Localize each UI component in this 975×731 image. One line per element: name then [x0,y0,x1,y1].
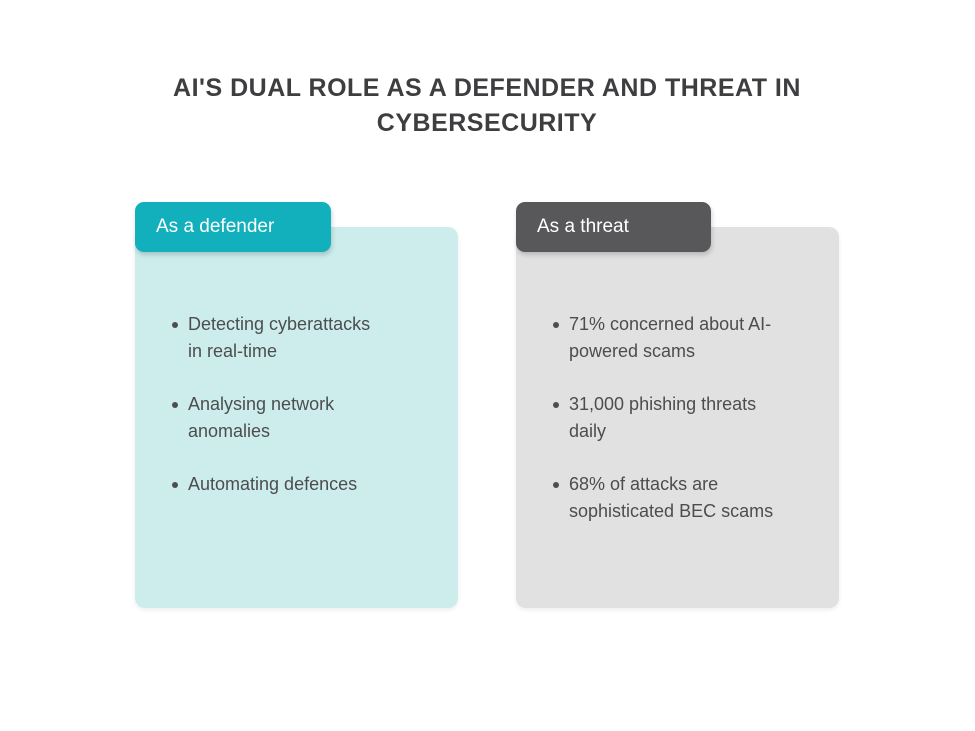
bullet-icon [553,402,559,408]
threat-list [516,227,839,525]
list-item [172,391,440,445]
list-item-text: Automating defences [188,474,358,494]
bullet-icon [172,322,178,328]
defender-card [135,216,458,608]
defender-badge-label: As a defender [156,216,275,237]
bullet-icon [553,322,559,328]
threat-card [516,216,839,608]
list-item-text: 71% concerned about AI-powered scams [569,314,772,361]
threat-badge [516,202,711,252]
list-item-text: Detecting cyberattacks in real-time [188,314,371,361]
list-item [553,311,821,365]
bullet-icon [172,402,178,408]
list-item-text: 31,000 phishing threats daily [569,394,757,441]
defender-list [135,227,458,498]
threat-badge-label: As a threat [537,216,629,237]
list-item [172,311,440,365]
list-item [172,471,440,498]
list-item-text: Analysing network anomalies [188,394,335,441]
list-item [553,391,821,445]
defender-badge [135,202,331,252]
bullet-icon [553,482,559,488]
page-title: AI'S DUAL ROLE AS A DEFENDER AND THREAT IN CYBERSECURITY [173,74,801,137]
list-item-text: 68% of attacks are sophisticated BEC scams [569,474,774,521]
bullet-icon [172,482,178,488]
list-item [553,471,821,525]
